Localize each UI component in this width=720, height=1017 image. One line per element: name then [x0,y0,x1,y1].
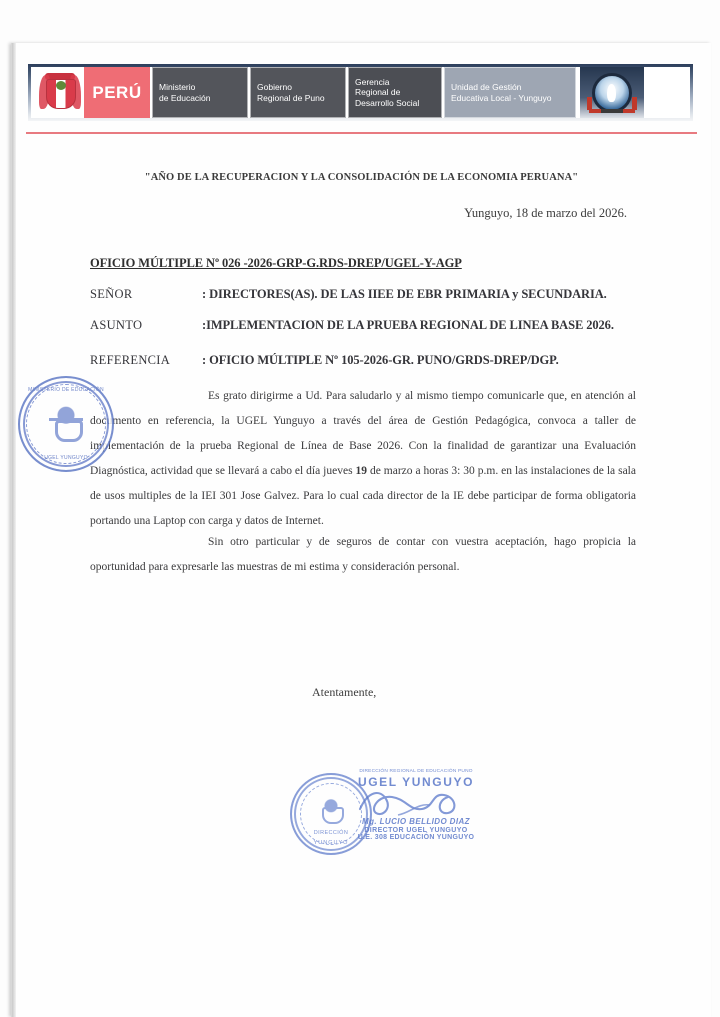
stamp-executing-unit: U.E. 308 EDUCACIÓN YUNGUYO [357,834,475,841]
field-senor [90,287,650,302]
signature-text-block [352,765,480,857]
field-referencia [90,353,650,368]
seal-circle-line-2: YUNGUYO [313,840,349,846]
scanned-document-sheet [11,43,711,1017]
header-divider-rule [26,132,697,134]
banner-inner-strip [31,67,690,118]
stamp-ministerio-line: DIRECCIÓN REGIONAL DE EDUCACIÓN PUNO [359,769,473,774]
ugel-emblem-icon [580,67,644,118]
asunto-label: ASUNTO [90,318,143,332]
body-paragraph-1-part-b: de marzo a horas 3: 30 p.m. en las instalaciones de la sala de usos multiples de la IEI 301 Jose Galvez. Para lo cual cada director de la IE debe participar de forma obligatoria portando una Laptop con carga y datos de Internet. [90,465,636,527]
asunto-value: :IMPLEMENTACION DE LA PRUEBA REGIONAL DE LINEA BASE 2026. [202,318,614,332]
stamp-ugel-line: UGEL YUNGUYO [357,775,475,789]
seal-left-text-top: MINISTERIO DE EDUCACIÓN [28,387,104,393]
seal-left-text-bottom: UGEL YUNGUYO [44,455,88,461]
document-date: Yunguyo, 18 de marzo del 2026. [464,206,627,220]
peru-label: PERÚ [84,67,150,118]
ministerio-line1: Ministerio [159,81,196,92]
body-paragraph-1-part-a: Es grato dirigirme a Ud. Para saludarlo y al mismo tiempo comunicarle que, en atención al documento en referencia, la UGEL Yunguyo a través del área de Gestión Pedagógica, convoca a taller de implementación de la prueba Regional de Línea de Base 2026. Con la finalidad de garantizar una Evaluación Diagnóstica, actividad que se llevará a cabo el día jueves [90,390,636,477]
director-signature-stamp [290,765,480,857]
body-paragraph-1-date-highlight: 19 [355,465,368,477]
ministerio-line2: de Educación [159,92,211,103]
handwritten-signature-icon [352,789,480,817]
ministry-round-seal-stamp [18,376,114,472]
referencia-label: REFERENCIA [90,353,171,367]
gerencia-line2: Regional de [355,87,401,98]
field-asunto [90,318,650,333]
stamp-director-cargo: DIRECTOR UGEL YUNGUYO [364,827,468,834]
body-paragraph-2 [90,530,636,580]
body-paragraph-2-text: Sin otro particular y de seguros de contar con vuestra aceptación, hago propicia la oportunidad para expresarle las muestras de mi estima y consideración personal. [90,536,636,573]
senor-value: : DIRECTORES(AS). DE LAS IIEE DE EBR PRIMARIA y SECUNDARIA. [202,287,607,301]
header-block-gobierno-regional [250,67,346,118]
header-block-ugel-yunguyo [444,67,576,118]
seal-left-emblem-icon [49,404,83,444]
senor-label: SEÑOR [90,287,133,301]
gobierno-line2: Regional de Puno [257,92,325,103]
header-block-ministerio [152,67,248,118]
ugel-line1: Unidad de Gestión [451,81,522,92]
referencia-value: : OFICIO MÚLTIPLE Nº 105-2026-GR. PUNO/GRDS-DREP/DGP. [202,353,559,367]
oficio-number: OFICIO MÚLTIPLE Nº 026 -2026-GRP-G.RDS-DREP/UGEL-Y-AGP [90,256,462,270]
body-paragraph-1 [90,384,636,534]
stamp-director-name: Mg. LUCIO BELLIDO DIAZ [362,817,470,826]
closing-salutation: Atentamente, [312,685,377,699]
gerencia-line1: Gerencia [355,76,390,87]
peru-coat-of-arms-icon [39,71,81,115]
gobierno-line1: Gobierno [257,81,292,92]
seal-circle-line-1: DIRECCIÓN [313,830,349,836]
year-slogan: "AÑO DE LA RECUPERACION Y LA CONSOLIDACIÓN DE LA ECONOMIA PERUANA" [144,172,579,183]
header-block-gerencia-regional [348,67,442,118]
institutional-header-banner [28,64,693,121]
ugel-line2: Educativa Local - Yunguyo [451,92,552,103]
gerencia-line3: Desarrollo Social [355,97,420,108]
